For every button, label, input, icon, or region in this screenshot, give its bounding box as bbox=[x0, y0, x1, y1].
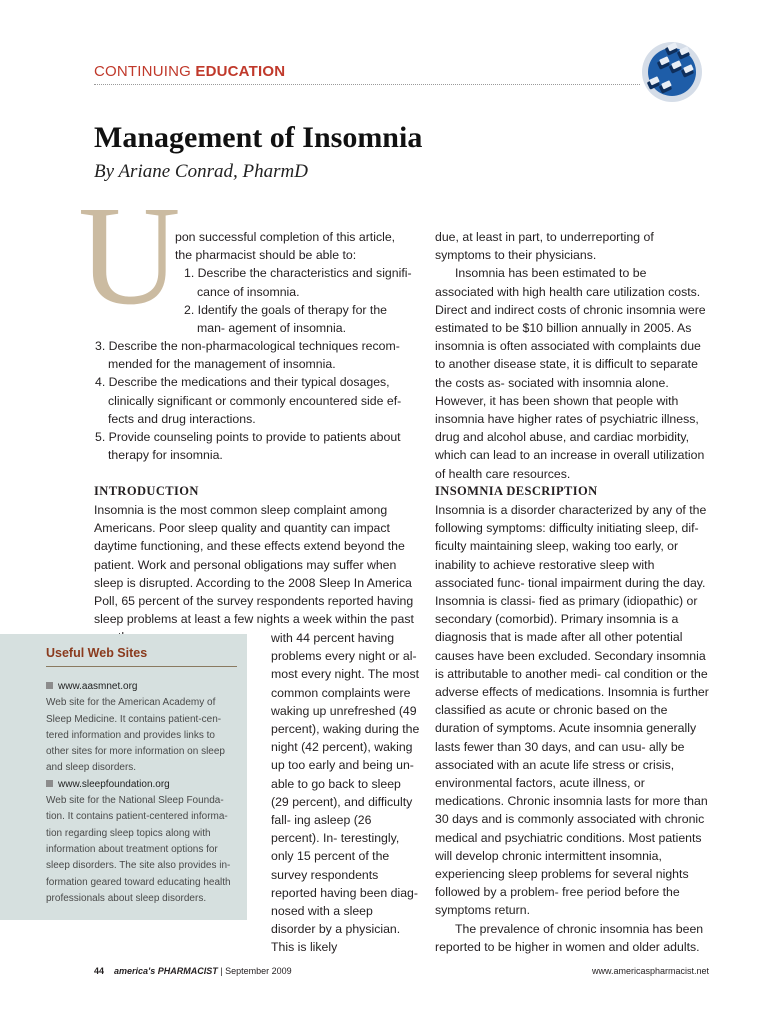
sidebar-body bbox=[46, 679, 240, 907]
introduction-heading: INTRODUCTION bbox=[94, 484, 199, 498]
objective-item: 3. Describe the non-pharmacological techniques recom- mended for the management of insomnia. bbox=[95, 339, 400, 372]
right-column-bottom bbox=[435, 501, 709, 956]
body-paragraph: due, at least in part, to underreporting of symptoms to their physicians. bbox=[435, 230, 654, 263]
article-title: Management of Insomnia bbox=[94, 121, 423, 154]
right-column-top bbox=[435, 228, 708, 483]
objectives-list bbox=[86, 337, 418, 464]
objective-item: 2. Identify the goals of therapy for the man- agement of insomnia. bbox=[184, 302, 388, 336]
page-number: 44 bbox=[94, 966, 105, 976]
objectives-intro bbox=[175, 228, 415, 337]
body-paragraph: The prevalence of chronic insomnia has been reported to be higher in women and older adults. bbox=[435, 921, 704, 954]
insomnia-description-heading: INSOMNIA DESCRIPTION bbox=[435, 484, 598, 498]
introduction-paragraph: Insomnia is the most common sleep complaint among Americans. Poor sleep quality and quantity can impact daytime functioning, and these effects extend beyond the patient. Work and personal obligations may suffer when sleep is disrupted. According to the 2008 Sleep In America Poll, 65 percent of the survey respondents reported having sleep problems at least a few nights a week within the past bbox=[94, 503, 414, 627]
magazine-prefix: america's bbox=[114, 966, 156, 976]
section-label bbox=[94, 63, 285, 80]
header-dotted-rule bbox=[94, 84, 640, 85]
body-paragraph: Insomnia is a disorder characterized by any of the following symptoms: difficulty initiating sleep, dif- ficulty maintaining sleep, waking too early, or inability to achieve restorative sleep with associated func- tional impairment during the day. Insomnia is classi- fied as primary (idiopathic) or secondary (comorbid). Primary insomnia is a diagnosis that is made after all other potential causes have been excluded. Secondary insomnia is attributable to another medi- cal condition or the adverse effects of medications. Insomnia is further classified as acute or chronic based on the duration of symptoms. Acute insomnia generally lasts fewer than 30 days, and can usu- ally be associated with an acute life stress or crisis, environmental factors, acute illness, or medications. Chronic insomnia lasts for more than 30 days and is commonly associated with chronic medical and psychiatric conditions. Most patients will develop chronic intermittent insomnia, experiencing sleep problems for several nights followed by a problem- free period before the symptoms return. bbox=[435, 503, 709, 918]
objective-item: 1. Describe the characteristics and signifi- cance of insomnia. bbox=[184, 266, 412, 299]
sidebar-site-url[interactable]: www.aasmnet.org bbox=[58, 681, 138, 692]
drop-cap: U bbox=[78, 176, 181, 334]
sidebar-rule bbox=[46, 666, 237, 667]
objective-item: 4. Describe the medications and their typical dosages, clinically significant or commonly encountered side ef- fects and drug interactions. bbox=[95, 375, 402, 426]
objective-item: 5. Provide counseling points to provide to patients about therapy for insomnia. bbox=[95, 430, 401, 463]
introduction-paragraph-cont: with 44 percent having problems every night or al- most every night. The most common complaints were waking up unrefreshed (49 percent), waking during the night (42 percent), waking up too early and being un- able to go back to sleep (29 percent), and difficulty fall- ing asleep (26 percent). In- terestingly, only 15 percent of the survey respondents reported having been diag- nosed with a sleep disorder by a physician. This is likely bbox=[271, 631, 420, 955]
article-byline: By Ariane Conrad, PharmD bbox=[94, 161, 308, 182]
magazine-name: PHARMACIST bbox=[157, 966, 218, 976]
sidebar-site-url[interactable]: www.sleepfoundation.org bbox=[58, 778, 170, 790]
sidebar-site-description: Web site for the National Sleep Founda- tion. It contains patient-centered informa- tion regarding sleep topics along with information about treatment options for sleep disorders. The site also provides in- formation geared toward educating health professionals about sleep disorders. bbox=[46, 795, 231, 904]
sidebar-site-description: Web site for the American Academy of Sleep Medicine. It contains patient-cen- tered information and provides links to other sites for more information on sleep and sleep disorders. bbox=[46, 697, 225, 774]
footer-separator: | bbox=[220, 966, 223, 976]
footer-left bbox=[94, 966, 292, 976]
issue-date: September 2009 bbox=[225, 966, 292, 976]
sidebar-title: Useful Web Sites bbox=[46, 646, 148, 660]
sidebar-site bbox=[46, 777, 240, 793]
objectives-intro-line: the pharmacist should be able to: bbox=[175, 248, 357, 263]
footer-website[interactable]: www.americaspharmacist.net bbox=[591, 966, 709, 976]
section-label-bold: EDUCATION bbox=[195, 63, 286, 80]
keyboard-keys-icon bbox=[634, 38, 706, 106]
square-bullet-icon bbox=[46, 682, 53, 689]
square-bullet-icon bbox=[46, 780, 53, 787]
section-label-prefix: CONTINUING bbox=[94, 63, 191, 80]
sidebar-site bbox=[46, 679, 240, 695]
body-paragraph: Insomnia has been estimated to be associated with high health care utilization costs. Direct and indirect costs of chronic insomnia were estimated to be $10 billion annually in 2005. As insomnia is often associated with complaints due to another disease state, it is difficult to separate the costs as- sociated with insomnia alone. However, it has been shown that people with insomnia have higher rates of psychiatric illness, drug and alcohol abuse, and cardiac morbidity, which can lead to an increase in overall utilization of health care resources. bbox=[435, 266, 706, 481]
objectives-intro-line: pon successful completion of this article, bbox=[175, 230, 396, 244]
